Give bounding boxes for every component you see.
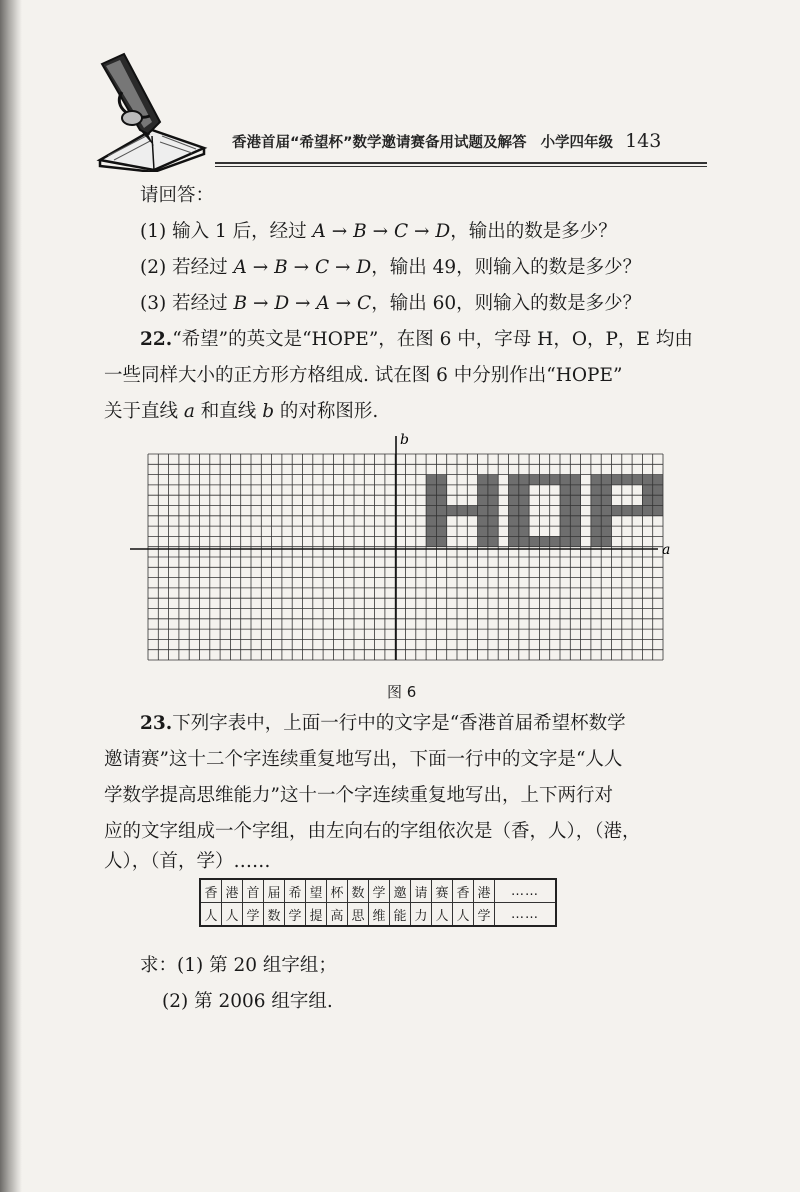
hope-letter-cell [529,536,539,546]
hope-letter-cell [560,495,570,505]
hope-letter-cell [560,536,570,546]
q22-line3: 关于直线 a 和直线 b 的对称图形. [104,401,379,422]
hope-letter-cell [550,536,560,546]
hope-letter-cell [478,485,488,495]
hope-letter-cell [622,506,632,516]
hope-letter-cell [591,495,601,505]
bottom-row-cell: …… [495,903,557,927]
hope-letter-cell [591,526,601,536]
hope-letter-cell [488,536,498,546]
hope-letter-cell [601,485,611,495]
q22-line2: 一些同样大小的正方形方格组成. 试在图 6 中分别作出“HOPE” [104,365,623,386]
bottom-row-cell: 人 [432,903,453,927]
hope-letter-cell [509,475,519,485]
hope-letter-cell [612,475,622,485]
hope-letter-cell [653,495,663,505]
hope-letter-cell [601,516,611,526]
bottom-row-cell: 力 [411,903,432,927]
hope-letter-cell [550,475,560,485]
top-row-cell: 港 [222,879,243,903]
bottom-row-cell: 数 [264,903,285,927]
hope-letter-cell [519,536,529,546]
top-row-cell: 赛 [432,879,453,903]
book-binding-shadow [0,0,22,1192]
hope-letter-cell [457,506,467,516]
hope-letter-cell [529,475,539,485]
hope-letter-cell [426,485,436,495]
hope-letter-cell [570,526,580,536]
hope-letter-cell [426,495,436,505]
hope-letter-cell [612,506,622,516]
bottom-row-cell: 能 [390,903,411,927]
axis-a-label: a [662,542,671,558]
hope-letter-cell [426,475,436,485]
hope-letter-cell [509,526,519,536]
q23-line1: 23.下列字表中，上面一行中的文字是“香港首届希望杯数学 [140,713,626,734]
running-header [232,130,661,152]
axis-b-label: b [400,432,409,448]
figure-caption: 图 6 [387,683,417,701]
hope-letter-cell [622,475,632,485]
hope-letter-cell [519,495,529,505]
hope-letter-cell [509,516,519,526]
top-row-cell: 杯 [327,879,348,903]
hope-letter-cell [478,506,488,516]
bottom-row-cell: 学 [285,903,306,927]
hope-letter-cell [601,475,611,485]
bottom-row-cell: 维 [369,903,390,927]
hope-letter-cell [488,506,498,516]
hope-letter-cell [478,536,488,546]
hope-letter-cell [601,506,611,516]
hope-letter-cell [591,536,601,546]
top-row-cell: 港 [474,879,495,903]
hope-letter-cell [509,495,519,505]
hope-letter-cell [570,536,580,546]
character-table [199,878,557,927]
hope-letter-cell [436,485,446,495]
hope-letter-cell [509,536,519,546]
hope-letter-cell [478,526,488,536]
hope-letter-cell [560,506,570,516]
pencil-book-logo [92,52,212,172]
hope-letter-cell [642,475,652,485]
hope-letter-cell [488,495,498,505]
hope-letters [426,475,663,547]
q23-line2: 邀请赛”这十二个字连续重复地写出，下面一行中的文字是“人人 [104,749,623,770]
top-row-cell: 学 [369,879,390,903]
grid-lines [148,454,663,660]
hope-letter-cell [570,475,580,485]
bottom-row-cell: 学 [474,903,495,927]
hope-letter-cell [426,536,436,546]
hope-letter-cell [519,485,529,495]
table-row-bottom [200,903,556,927]
hope-letter-cell [436,516,446,526]
hope-letter-cell [519,475,529,485]
q22-number: 22. [140,329,173,350]
hope-letter-cell [478,516,488,526]
hope-letter-cell [632,506,642,516]
hope-letter-cell [436,536,446,546]
hope-letter-cell [560,485,570,495]
path-2: A → B → C → D [233,257,372,278]
top-row-cell: 希 [285,879,306,903]
bottom-row-cell: 人 [200,903,222,927]
hope-letter-cell [436,475,446,485]
hope-letter-cell [447,506,457,516]
hope-letter-cell [488,516,498,526]
hope-letter-cell [591,516,601,526]
hope-letter-cell [642,495,652,505]
hope-letter-cell [519,516,529,526]
hope-letter-cell [591,485,601,495]
hope-letter-cell [642,506,652,516]
hope-letter-cell [601,495,611,505]
table-row-top [200,879,556,903]
q23-ask2: (2) 第 2006 组字组. [162,991,333,1012]
top-row-cell: 数 [348,879,369,903]
hope-letter-cell [560,526,570,536]
q21-intro: 请回答： [140,185,215,206]
path-1: A → B → C → D [312,221,451,242]
hope-letter-cell [632,475,642,485]
top-row-cell: 请 [411,879,432,903]
hope-letter-cell [436,526,446,536]
hope-letter-cell [570,495,580,505]
hope-letter-cell [488,485,498,495]
page-number: 143 [625,130,662,152]
hope-letter-cell [426,526,436,536]
book-title: 香港首届“希望杯”数学邀请赛备用试题及解答 [232,135,527,151]
q21-sub1: (1) 输入 1 后，经过 A → B → C → D，输出的数是多少？ [140,221,617,242]
bottom-row-cell: 学 [243,903,264,927]
hope-letter-cell [653,475,663,485]
hope-letter-cell [642,485,652,495]
hope-letter-cell [426,516,436,526]
hope-letter-cell [601,536,611,546]
top-row-cell: 邀 [390,879,411,903]
q21-sub3: (3) 若经过 B → D → A → C，输出 60，则输入的数是多少？ [140,293,642,314]
hope-letter-cell [570,506,580,516]
top-row-cell: 香 [200,879,222,903]
bottom-row-cell: 提 [306,903,327,927]
top-row-cell: 香 [453,879,474,903]
hope-letter-cell [436,495,446,505]
bottom-row-cell: 人 [453,903,474,927]
hope-letter-cell [539,475,549,485]
hope-letter-cell [653,485,663,495]
grade-label: 小学四年级 [540,135,614,151]
bottom-row-cell: 高 [327,903,348,927]
top-row-cell: 届 [264,879,285,903]
q23-number: 23. [140,713,173,734]
q23-line5: 人），（首，学）…… [104,851,271,872]
hope-letter-cell [509,485,519,495]
hope-letter-cell [591,506,601,516]
q21-sub2: (2) 若经过 A → B → C → D，输出 49，则输入的数是多少？ [140,257,642,278]
header-rule-thick [215,162,707,164]
hope-letter-cell [488,526,498,536]
hope-letter-cell [560,475,570,485]
q23-ask1: 求：(1) 第 20 组字组； [140,955,337,976]
path-3: B → D → A → C [233,293,372,314]
q23-line4: 应的文字组成一个字组，由左向右的字组依次是（香，人），（港， [104,821,641,842]
top-row-cell: …… [495,879,557,903]
hope-letter-cell [601,526,611,536]
hope-letter-cell [519,526,529,536]
bottom-row-cell: 思 [348,903,369,927]
hope-letter-cell [570,485,580,495]
hope-letter-cell [509,506,519,516]
hope-letter-cell [653,506,663,516]
hope-letter-cell [539,536,549,546]
hope-letter-cell [488,475,498,485]
hope-letter-cell [570,516,580,526]
bottom-row-cell: 人 [222,903,243,927]
hope-letter-cell [478,495,488,505]
q22-line1: 22.“希望”的英文是“HOPE”，在图 6 中，字母 H，O，P，E 均由 [140,329,693,350]
hope-letter-cell [478,475,488,485]
figure-6-grid [128,432,672,664]
hope-letter-cell [519,506,529,516]
hope-letter-cell [436,506,446,516]
hope-letter-cell [467,506,477,516]
q23-line3: 学数学提高思维能力”这十一个字连续重复地写出，上下两行对 [104,785,613,806]
header-rule-thin [215,166,707,167]
hope-letter-cell [591,475,601,485]
top-row-cell: 首 [243,879,264,903]
hope-letter-cell [560,516,570,526]
top-row-cell: 望 [306,879,327,903]
hope-letter-cell [426,506,436,516]
